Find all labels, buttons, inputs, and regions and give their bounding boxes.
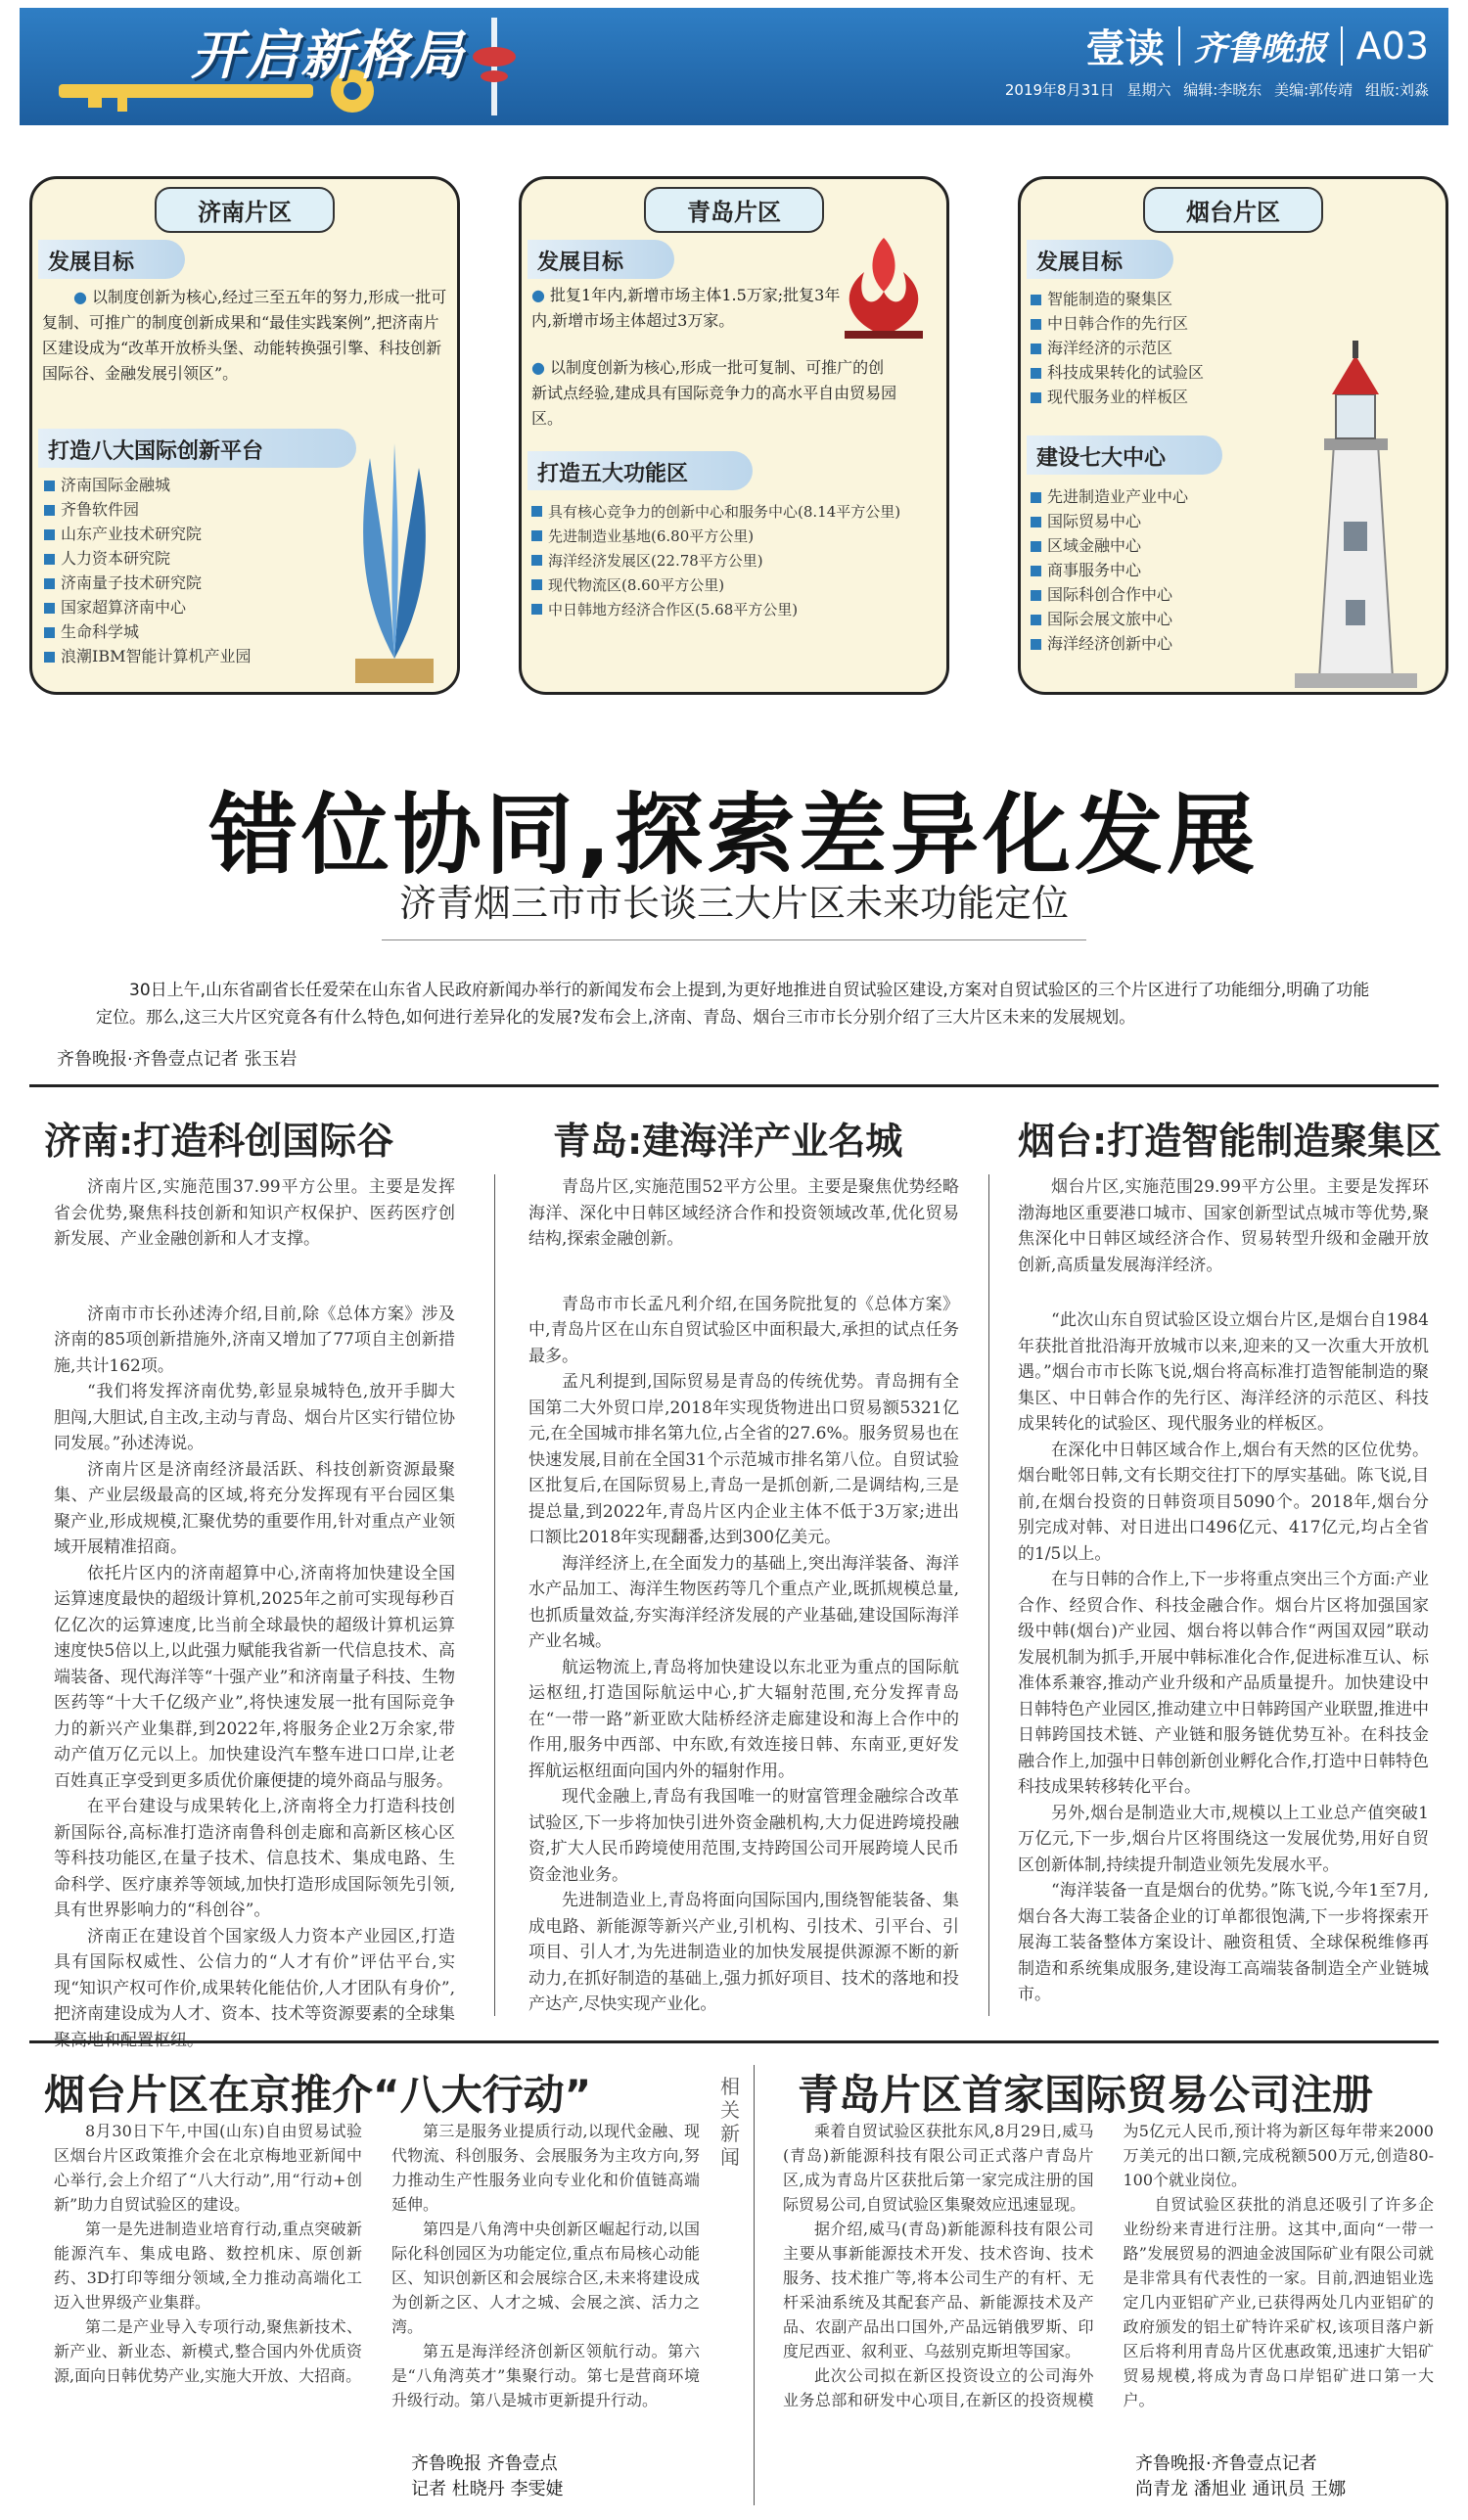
paragraph: 先进制造业上,青岛将面向国际国内,围绕智能装备、集成电路、新能源等新兴产业,引机构、引技术、引平台、引项目、引人才,为先进制造业的加快发展提供源源不断的新动力,在抓好制造的基础上,强力抓好项目、技术的落地和投产达产,尽快实现产业化。 xyxy=(528,1891,959,2014)
square-bullet-icon xyxy=(44,578,55,589)
paragraph: 烟台片区,实施范围29.99平方公里。主要是发挥环渤海地区重要港口城市、国家创新型试点城市等优势,聚焦深化中日韩区域经济合作、贸易转型升级和金融开放创新,高质量发展海洋经济。 xyxy=(1018,1177,1429,1275)
paragraph: 孟凡利提到,国际贸易是青岛的传统优势。青岛拥有全国第二大外贸口岸,2018年实现货物进出口贸易额5321亿元,在全国城市排名第九位,占全省的27.6%。服务贸易也在快速发展,目前在全国31个示范城市排名第八位。自贸试验区批复后,在国际贸易上,青岛一是抓创新,二是调结构,三是提总量,到2022年,青岛片区内企业主体不低于3万家;进出口额比2018年实现翻番,达到300亿美元。 xyxy=(528,1372,959,1547)
paragraph: 第四是八角湾中央创新区崛起行动,以国际化科创园区为功能定位,重点布局核心动能区、知识创新区和会展综合区,未来将建设成为创新之区、人才之城、会展之滨、活力之湾。 xyxy=(391,2220,700,2336)
masthead-right xyxy=(1005,18,1429,100)
zone-title: 济南片区 xyxy=(155,187,335,233)
paragraph: 自贸试验区获批的消息还吸引了许多企业纷纷来青进行注册。这其中,面向“一带一路”发展贸易的泗迪金波国际矿业有限公司就是非常具有代表性的一家。目前,泗迪铝业选定几内亚铝矿产业,已获得两处几内亚铝矿的政府颁发的铝土矿特许采矿权,该项目落户新区后将利用青岛片区优惠政策,迅速扩大铝矿贸易规模,将成为青岛口岸铝矿进口第一大户。 xyxy=(1123,2195,1434,2409)
paragraph: “此次山东自贸试验区设立烟台片区,是烟台自1984年获批首批沿海开放城市以来,迎来的又一次重大开放机遇。”烟台市市长陈飞说,烟台将高标准打造智能制造的聚集区、中日韩合作的先行区、海洋经济的示范区、科技成果转化的试验区、现代服务业的样板区。 xyxy=(1018,1310,1429,1434)
paragraph: 济南片区,实施范围37.99平方公里。主要是发挥省会优势,聚焦科技创新和知识产权保护、医药医疗创新发展、产业金融创新和人才支撑。 xyxy=(54,1177,455,1249)
square-bullet-icon xyxy=(1031,392,1041,403)
goal-text-body: 以制度创新为核心,经过三至五年的努力,形成一批可复制、可推广的制度创新成果和“最佳实践案例”,把济南片区建设成为“改革开放桥头堡、动能转换强引擎、科技创新国际谷、金融发展引领区”。 xyxy=(42,288,447,383)
func-list xyxy=(531,500,942,622)
square-bullet-icon xyxy=(1031,566,1041,576)
square-bullet-icon xyxy=(1031,368,1041,379)
editor-credit: 编辑:李晓东 xyxy=(1183,81,1262,99)
section-rule xyxy=(29,1084,1439,1087)
square-bullet-icon xyxy=(1031,344,1041,354)
center-heading: 建设七大中心 xyxy=(1027,435,1222,475)
list-item: 现代服务业的样板区 xyxy=(1031,385,1204,409)
article-body-yantai xyxy=(1018,1174,1429,2008)
paragraph: 现代金融上,青岛有我国唯一的财富管理金融综合改革试验区,下一步将加快引进外资金融机构,大力促进跨境投融资,扩大人民币跨境使用范围,支持跨国公司开展跨境人民币资金池业务。 xyxy=(528,1787,959,1885)
paragraph: 第一是先进制造业培育行动,重点突破新能源汽车、集成电路、数控机床、原创新药、3D打印等细分领域,全力推动高端化工迈入世界级产业集群。 xyxy=(54,2220,362,2312)
square-bullet-icon xyxy=(531,506,542,517)
square-bullet-icon xyxy=(531,555,542,566)
paragraph: 在平台建设与成果转化上,济南将全力打造科技创新国际谷,高标准打造济南鲁科创走廊和高新区核心区等科技功能区,在量子技术、信息技术、集成电路、生命科学、医疗康养等领域,加快打造形成国际领先引领,具有世界影响力的“科创谷”。 xyxy=(54,1797,455,1920)
column-divider xyxy=(494,1174,495,2016)
byline: 齐鲁晚报·齐鲁壹点记者 张玉岩 xyxy=(57,1049,298,1070)
paragraph: 青岛片区,实施范围52平方公里。主要是聚焦优势经略海洋、深化中日韩区域经济合作和投资领域改革,优化贸易结构,探索金融创新。 xyxy=(528,1177,959,1249)
banner-title: 开启新格局 xyxy=(191,24,465,86)
list-item: 国际贸易中心 xyxy=(1031,509,1188,533)
paragraph: 在深化中日韩区域合作上,烟台有天然的区位优势。烟台毗邻日韩,文有长期交往打下的厚实基础。陈飞说,目前,在烟台投资的日韩资项目5090个。2018年,烟台分别完成对韩、对日进出口496亿元、417亿元,均占全省的1/5以上。 xyxy=(1018,1440,1429,1564)
list-item: 国际科创合作中心 xyxy=(1031,582,1188,607)
divider xyxy=(1178,26,1180,66)
paragraph: 据介绍,威马(青岛)新能源科技有限公司主要从事新能源技术开发、技术咨询、技术服务、技术推广等,将本公司生产的有杆、无杆采油系统及其配套产品、新能源技术及产品、农副产品出口国外,产品远销俄罗斯、印度尼西亚、叙利亚、乌兹别克斯坦等国家。 xyxy=(783,2220,1094,2360)
credit-right xyxy=(1135,2451,1346,2502)
square-bullet-icon xyxy=(44,603,55,614)
art-editor-credit: 美编:郭传靖 xyxy=(1274,81,1353,99)
goal-heading: 发展目标 xyxy=(1027,240,1173,279)
square-bullet-icon xyxy=(1031,517,1041,527)
bullet-icon: ● xyxy=(531,286,551,304)
list-item: 先进制造业基地(6.80平方公里) xyxy=(531,525,942,549)
column-divider xyxy=(754,2065,755,2505)
proof-credit: 组版:刘淼 xyxy=(1364,81,1429,99)
headline: 错位协同,探索差异化发展 xyxy=(208,784,1260,887)
list-item: 具有核心竞争力的创新中心和服务中心(8.14平方公里) xyxy=(531,500,942,525)
list-item: 海洋经济发展区(22.78平方公里) xyxy=(531,549,942,573)
related-news-label: 相关新闻 xyxy=(720,2075,740,2169)
paragraph: “海洋装备一直是烟台的优势。”陈飞说,今年1至7月,烟台各大海工装备企业的订单都很饱满,下一步将探索开展海工装备整体方案设计、融资租赁、全球保税维修再制造和系统集成服务,建设海工高端装备制造全产业链城市。 xyxy=(1018,1881,1429,2004)
paragraph: 济南片区是济南经济最活跃、科技创新资源最聚集、产业层级最高的区域,将充分发挥现有平台园区集聚产业,形成规模,汇聚优势的重要作用,针对重点产业领域开展精准招商。 xyxy=(54,1459,455,1557)
goal-list xyxy=(1031,287,1204,409)
column-divider xyxy=(988,1174,989,2016)
platform-heading: 打造八大国际创新平台 xyxy=(38,429,356,468)
tv-tower-icon xyxy=(465,18,524,115)
subheadline: 济青烟三市市长谈三大片区未来功能定位 xyxy=(398,882,1069,925)
zone-title: 青岛片区 xyxy=(644,187,824,233)
square-bullet-icon xyxy=(44,481,55,491)
center-list xyxy=(1031,484,1188,656)
page-number: A03 xyxy=(1355,23,1429,68)
platform-list xyxy=(44,473,251,668)
paragraph: 依托片区内的济南超算中心,济南将加快建设全国运算速度最快的超级计算机,2025年之前可实现每秒百亿亿次的运算速度,比当前全球最快的超级计算机运算速度快5倍以上,以此强力赋能我省新一代信息技术、高端装备、现代海洋等“十强产业”和济南量子科技、生物医药等“十大千亿级产业”,将快速发展一批有国际竞争力的新兴产业集群,到2022年,将服务企业2万余家,带动产值万亿元以上。加快建设汽车整车进口口岸,让老百姓真正享受到更多质优价廉便捷的境外商品与服务。 xyxy=(54,1563,455,1791)
list-item: 生命科学城 xyxy=(44,619,251,644)
bullet-icon: ● xyxy=(73,288,93,306)
list-item: 浪潮IBM智能计算机产业园 xyxy=(44,644,251,668)
goal-item: ● 以制度创新为核心,形成一批可复制、可推广的创新试点经验,建成具有国际竞争力的高水平自由贸易园区。 xyxy=(531,358,897,428)
goal-heading: 发展目标 xyxy=(38,240,185,279)
related-title-left: 烟台片区在京推介“八大行动” xyxy=(44,2071,592,2119)
list-item: 中日韩合作的先行区 xyxy=(1031,311,1204,336)
may-wind-sculpture-icon xyxy=(825,233,942,341)
func-heading: 打造五大功能区 xyxy=(528,451,753,490)
divider xyxy=(382,939,1086,940)
square-bullet-icon xyxy=(1031,639,1041,650)
paragraph: 此次公司拟在新区投资设立的公司海外业务总部和研发中心项目,在新区的投资规模为5亿元人民币,预计将为新区每年带来2000万美元的出口额,完成税额500万元,创造80-100个就业岗位。 xyxy=(783,2122,1434,2409)
yantai-zone-box xyxy=(1018,176,1448,695)
article-title-jinan: 济南:打造科创国际谷 xyxy=(44,1120,394,1163)
square-bullet-icon xyxy=(1031,590,1041,601)
divider xyxy=(1341,26,1343,66)
credit-line: 齐鲁晚报 齐鲁壹点 xyxy=(411,2453,558,2474)
list-item: 国际会展文旅中心 xyxy=(1031,607,1188,631)
square-bullet-icon xyxy=(531,604,542,615)
list-item: 先进制造业产业中心 xyxy=(1031,484,1188,509)
lead-paragraph: 30日上午,山东省副省长任爱荣在山东省人民政府新闻办举行的新闻发布会上提到,为更好地推进自贸试验区建设,方案对自贸试验区的三个片区进行了功能细分,明确了功能定位。那么,这三大片区究竟各有什么特色,如何进行差异化的发展?发布会上,济南、青岛、烟台三市市长分别介绍了三大片区未来的发展规划。 xyxy=(96,981,1370,1028)
related-title-right: 青岛片区首家国际贸易公司注册 xyxy=(798,2071,1374,2119)
jinan-zone-box xyxy=(29,176,460,695)
paragraph: “我们将发挥济南优势,彰显泉城特色,放开手脚大胆闯,大胆试,自主改,主动与青岛、烟台片区实行错位协同发展。”孙述涛说。 xyxy=(54,1382,455,1453)
list-item: 商事服务中心 xyxy=(1031,558,1188,582)
article-body-qingdao xyxy=(528,1174,959,2018)
square-bullet-icon xyxy=(44,652,55,663)
paragraph: 在与日韩的合作上,下一步将重点突出三个方面:产业合作、经贸合作、科技金融合作。烟台片区将加强国家级中韩(烟台)产业园、烟台将以韩合作“两国双园”联动发展机制为抓手,开展中韩标准化合作,促进标准互认、标准体系兼容,推动产业升级和产品质量提升。加快建设中日韩特色产业园区,推动建立中日韩跨国产业联盟,推进中日韩跨国技术链、产业链和服务链优势互补。在科技金融合作上,加强中日韩创新创业孵化合作,打造中日韩特色科技成果转移转化平台。 xyxy=(1018,1570,1429,1797)
square-bullet-icon xyxy=(44,554,55,565)
list-item: 齐鲁软件园 xyxy=(44,497,251,522)
paragraph: 8月30日下午,中国(山东)自由贸易试验区烟台片区政策推介会在北京梅地亚新闻中心举行,会上介绍了“八大行动”,用“行动+创新”助力自贸试验区的建设。 xyxy=(54,2122,362,2214)
paragraph: 海洋经济上,在全面发力的基础上,突出海洋装备、海洋水产品加工、海洋生物医药等几个重点产业,既抓规模总量,也抓质量效益,夯实海洋经济发展的产业基础,建设国际海洋产业名城。 xyxy=(528,1553,959,1651)
paragraph: 乘着自贸试验区获批东风,8月29日,威马(青岛)新能源科技有限公司正式落户青岛片区,成为青岛片区获批后第一家完成注册的国际贸易公司,自贸试验区集聚效应迅速显现。 xyxy=(783,2122,1094,2214)
list-item: 济南国际金融城 xyxy=(44,473,251,497)
article-title-qingdao: 青岛:建海洋产业名城 xyxy=(553,1120,903,1163)
paper-logo: 齐鲁晚报 xyxy=(1193,29,1327,69)
zone-title: 烟台片区 xyxy=(1143,187,1323,233)
paragraph: 航运物流上,青岛将加快建设以东北亚为重点的国际航运枢纽,打造国际航运中心,扩大辐射范围,充分发挥青岛在“一带一路”新亚欧大陆桥经济走廊建设和海上合作中的作用,服务中西部、中东欧,有效连接日韩、东南亚,更好发挥航运枢纽面向国内外的辐射作用。 xyxy=(528,1657,959,1781)
square-bullet-icon xyxy=(1031,492,1041,503)
lighthouse-icon xyxy=(1265,326,1446,693)
masthead xyxy=(20,8,1448,125)
credit-left xyxy=(411,2451,563,2502)
list-item: 海洋经济的示范区 xyxy=(1031,336,1204,360)
square-bullet-icon xyxy=(1031,319,1041,330)
qingdao-zone-box xyxy=(519,176,949,695)
article-title-yantai: 烟台:打造智能制造聚集区 xyxy=(1018,1120,1443,1163)
paragraph: 第五是海洋经济创新区领航行动。第六是“八角湾英才”集聚行动。第七是营商环境升级行动。第八是城市更新提升行动。 xyxy=(391,2342,700,2409)
bullet-icon: ● xyxy=(531,358,551,377)
list-item: 国家超算济南中心 xyxy=(44,595,251,619)
paragraph: 另外,烟台是制造业大市,规模以上工业总产值突破1万亿元,下一步,烟台片区将围绕这一发展优势,用好自贸区创新体制,持续提升制造业领先发展水平。 xyxy=(1018,1803,1429,1875)
credit-line: 记者 杜晓丹 李雯婕 xyxy=(411,2479,564,2499)
goal-heading: 发展目标 xyxy=(528,240,674,279)
square-bullet-icon xyxy=(1031,615,1041,625)
paragraph: 第三是服务业提质行动,以现代金融、现代物流、科创服务、会展服务为主攻方向,努力推动生产性服务业向专业化和价值链高端延伸。 xyxy=(391,2122,700,2214)
list-item: 山东产业技术研究院 xyxy=(44,522,251,546)
credit-line: 尚青龙 潘旭业 通讯员 王娜 xyxy=(1135,2479,1347,2499)
list-item: 济南量子技术研究院 xyxy=(44,571,251,595)
square-bullet-icon xyxy=(44,627,55,638)
list-item: 科技成果转化的试验区 xyxy=(1031,360,1204,385)
square-bullet-icon xyxy=(1031,295,1041,305)
list-item: 区域金融中心 xyxy=(1031,533,1188,558)
square-bullet-icon xyxy=(531,530,542,541)
article-body-jinan xyxy=(54,1174,455,2053)
paragraph: 济南市市长孙述涛介绍,目前,除《总体方案》涉及济南的85项创新措施外,济南又增加了77项自主创新措施,共计162项。 xyxy=(54,1304,455,1376)
square-bullet-icon xyxy=(44,529,55,540)
list-item: 中日韩地方经济合作区(5.68平方公里) xyxy=(531,598,942,622)
paragraph: 青岛市市长孟凡利介绍,在国务院批复的《总体方案》中,青岛片区在山东自贸试验区中面积最大,承担的试点任务最多。 xyxy=(528,1294,959,1366)
list-item: 海洋经济创新中心 xyxy=(1031,631,1188,656)
list-item: 人力资本研究院 xyxy=(44,546,251,571)
square-bullet-icon xyxy=(1031,541,1041,552)
square-bullet-icon xyxy=(531,579,542,590)
related-body-left xyxy=(54,2119,700,2412)
related-body-right xyxy=(783,2119,1434,2412)
section-name: 壹读 xyxy=(1085,26,1165,71)
masthead-meta xyxy=(1005,79,1429,100)
issue-date: 2019年8月31日 xyxy=(1004,81,1115,99)
square-bullet-icon xyxy=(44,505,55,516)
weekday: 星期六 xyxy=(1126,81,1171,99)
list-item: 智能制造的聚集区 xyxy=(1031,287,1204,311)
goal-item: ● 批复1年内,新增市场主体1.5万家;批复3年内,新增市场主体超过3万家。 xyxy=(531,286,841,330)
list-item: 现代物流区(8.60平方公里) xyxy=(531,573,942,598)
quancheng-sculpture-icon xyxy=(336,438,453,688)
paragraph: 济南正在建设首个国家级人力资本产业园区,打造具有国际权威性、公信力的“人才有价”评估平台,实现“知识产权可作价,成果转化能估价,人才团队有身价”,把济南建设成为人才、资本、技术等资源要素的全球集 xyxy=(54,1926,455,2024)
section-rule xyxy=(29,2040,1439,2043)
credit-line: 齐鲁晚报·齐鲁壹点记者 xyxy=(1135,2453,1317,2474)
paragraph: 第二是产业导入专项行动,聚焦新技术、新产业、新业态、新模式,整合国内外优质资源,面向日韩优势产业,实施大开放、大招商。 xyxy=(54,2317,362,2385)
goal-text xyxy=(42,285,453,387)
